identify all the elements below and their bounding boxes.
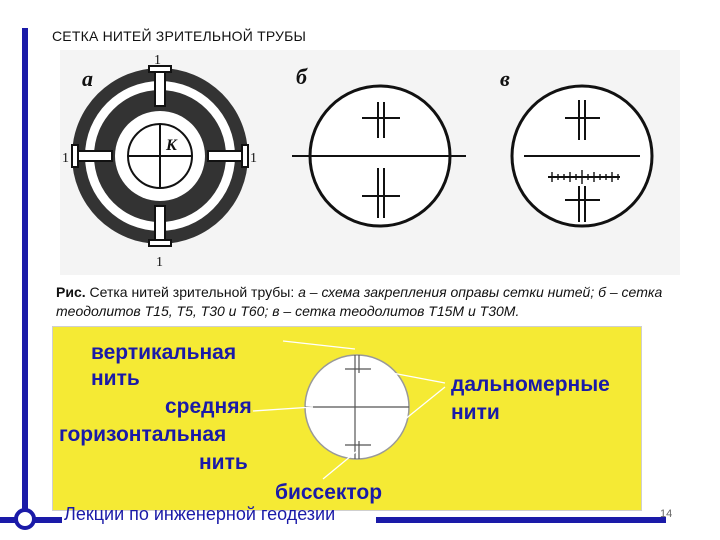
accent-node-circle <box>14 508 36 530</box>
label-range-1: дальномерные <box>451 373 610 396</box>
label-vertical-1: вертикальная <box>91 341 237 364</box>
label-bisector: биссектор <box>275 481 383 504</box>
screw-label-right: 1 <box>250 151 257 166</box>
label-vertical-2: нить <box>91 367 140 390</box>
screw-label-top: 1 <box>154 53 161 68</box>
screw-label-bottom: 1 <box>156 255 163 270</box>
caption-details: а – схема закрепления оправы сетки нитей; б – сетка теодолитов Т15, Т5, Т30 и Т60; в – сетка теодолитов Т15М и Т30М. <box>56 284 663 319</box>
left-accent-bar <box>22 28 28 514</box>
caption-prefix: Рис. <box>56 284 86 300</box>
slide-title: СЕТКА НИТЕЙ ЗРИТЕЛЬНОЙ ТРУБЫ <box>52 28 307 44</box>
footer-text: Лекции по инженерной геодезии <box>64 504 336 524</box>
labeled-reticle-diagram <box>52 326 642 511</box>
label-k: К <box>166 137 177 154</box>
figure-caption <box>56 283 696 321</box>
label-middle-1: средняя <box>165 395 252 418</box>
footer-bar-right <box>376 517 666 523</box>
panel-v-letter: в <box>500 66 510 91</box>
label-middle-3: нить <box>199 451 248 474</box>
panel-a-letter: а <box>82 66 93 91</box>
screw-label-left: 1 <box>62 151 69 166</box>
page-number: 14 <box>660 508 673 520</box>
panel-b-letter: б <box>296 64 307 89</box>
caption-main: Сетка нитей зрительной трубы: <box>85 284 299 300</box>
label-middle-2: горизонтальная <box>59 423 227 446</box>
reticle-figure <box>60 50 680 275</box>
panel-v-reticle <box>512 86 652 226</box>
label-range-2: нити <box>451 401 500 424</box>
